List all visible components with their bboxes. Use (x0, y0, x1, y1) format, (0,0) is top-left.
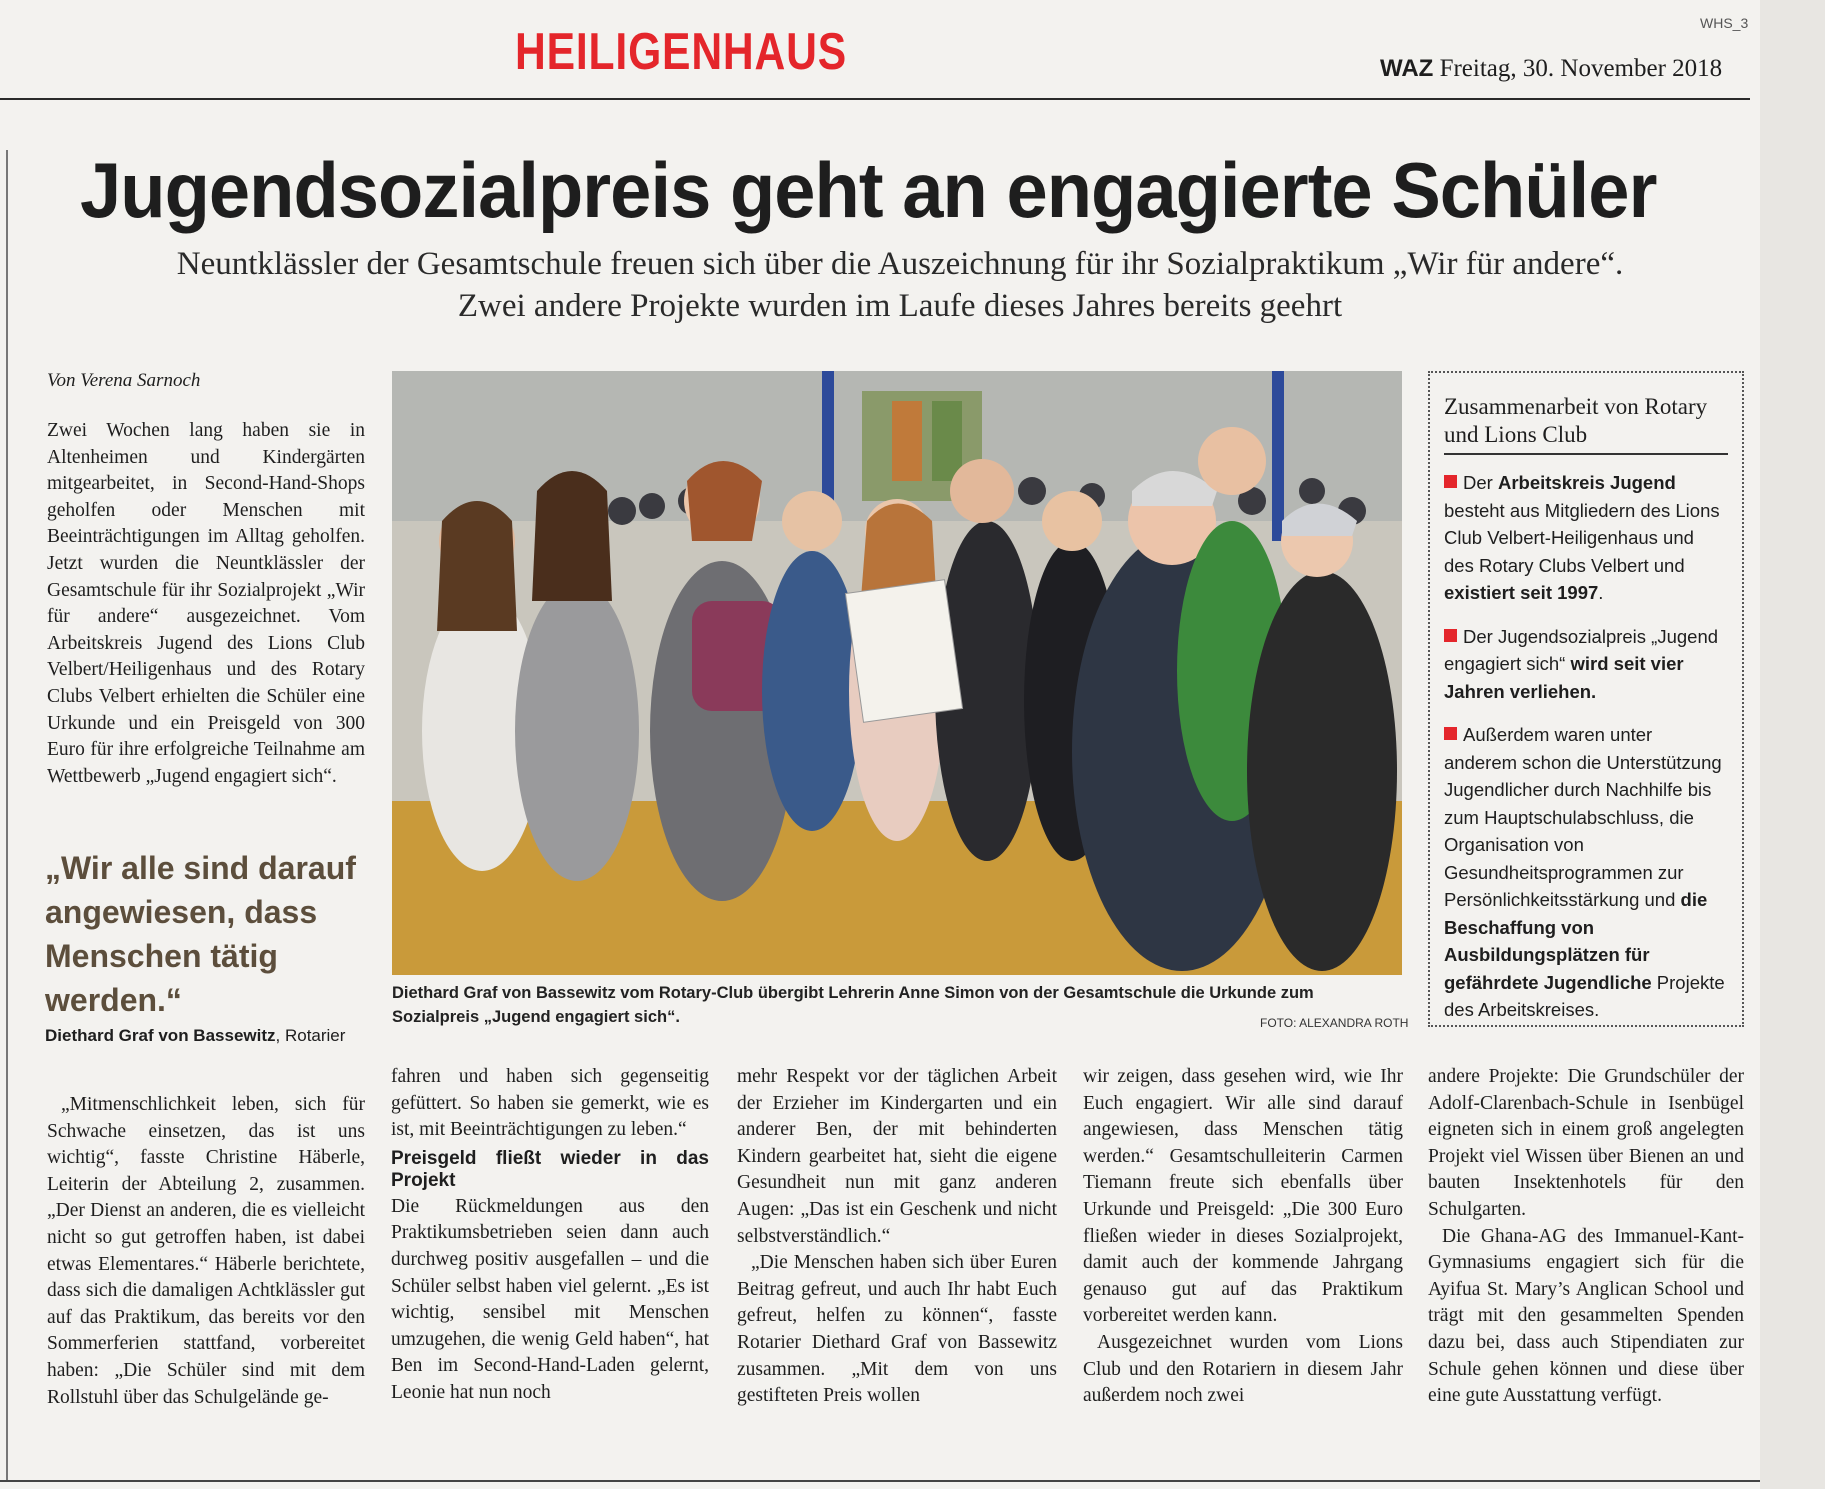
byline: Von Verena Sarnoch (47, 370, 201, 391)
column-2 (391, 1064, 709, 1407)
top-rule (0, 98, 1750, 100)
bullet-square-icon (1444, 727, 1457, 740)
column-4 (1083, 1064, 1403, 1410)
pull-quote: „Wir alle sind darauf angewiesen, dass Menschen tätig werden.“ (45, 850, 356, 1018)
bottom-rule (0, 1480, 1760, 1482)
info-text: Der Jugendsozialpreis „Jugend engagiert sich“ (1444, 625, 1719, 674)
left-rule (6, 150, 8, 1480)
info-item (1444, 623, 1728, 706)
photo-caption: Diethard Graf von Bassewitz vom Rotary-Club übergibt Lehrerin Anne Simon von der Gesamtschule die Urkunde zum Sozialpreis „Jugend engagiert sich“. (392, 984, 1314, 1026)
paragraph: fahren und haben sich gegenseitig gefüttert. So haben sie gemerkt, wie es ist, mit Beeinträchtigungen zu leben.“ (391, 1066, 709, 1141)
info-text-bold: die Beschaffung von Ausbildungsplätzen für gefährdete Jugendliche (1444, 889, 1708, 993)
info-text-bold: wird seit vier Jahren verliehen. (1444, 653, 1684, 702)
headline: Jugendsozialpreis geht an engagierte Schüler (80, 146, 1657, 234)
intro-paragraph: Zwei Wochen lang haben sie in Altenheimen und Kindergärten mitgearbeitet, in Second-Hand-Shops geholfen oder Menschen mit Beeinträchtigungen im Alltag geholfen. Jetzt wurden die Neuntklässler der Gesamtschule für ihr Sozialprojekt „Wir für andere“ ausgezeichnet. Vom Arbeitskreis Jugend des Lions Club Velbert/Heiligenhaus und des Rotary Clubs Velbert erhielten die Schüler eine Urkunde und ein Preisgeld von 300 Euro für ihre erfolgreiche Teilnahme am Wettbewerb „Jugend engagiert sich“. (47, 420, 365, 787)
info-text-bold: Arbeitskreis Jugend (1497, 472, 1676, 493)
paragraph: Ausgezeichnet wurden vom Lions Club und den Rotariern in diesem Jahr außerdem noch zwei (1083, 1331, 1403, 1407)
info-text-bold: existiert seit 1997 (1444, 582, 1599, 603)
pull-quote-author (45, 1026, 375, 1046)
photo-credit: FOTO: ALEXANDRA ROTH (1260, 1016, 1409, 1030)
info-text: Außerdem waren unter anderem schon die Unterstützung Jugendlicher durch Nachhilfe bis zum Hauptschulabschluss, die Organisation von Gesundheitsprogrammen zur Persönlichkeitsstärkung und (1444, 724, 1722, 910)
article-photo (392, 371, 1402, 975)
issue-date: Freitag, 30. November 2018 (1439, 55, 1723, 82)
info-item (1444, 721, 1728, 1024)
quote-author-role: , Rotarier (275, 1026, 346, 1045)
page-code: WHS_3 (1700, 15, 1749, 31)
paper-name: WAZ (1380, 55, 1434, 82)
column-1-body (47, 1092, 365, 1411)
photo-illustration (392, 371, 1402, 975)
section-title: HEILIGENHAUS (515, 23, 848, 81)
paragraph: Die Ghana-AG des Immanuel-Kant-Gymnasiums engagiert sich für die Ayifua St. Mary’s Anglican School und trägt mit den gesammelten Spenden dazu bei, dass auch Stipendiaten zur Schule gehen können und diese über eine gute Ausstattung verfügt. (1428, 1225, 1744, 1407)
masthead (1380, 55, 1722, 83)
info-box-title: Zusammenarbeit von Rotary und Lions Club (1444, 393, 1728, 455)
paragraph: „Die Menschen haben sich über Euren Beitrag gefreut, und auch Ihr habt Euch gefreut, helfen zu können“, fasste Rotarier Diethard Graf von Bassewitz zusammen. „Mit dem von uns gestifteten Preis wollen (737, 1252, 1057, 1407)
column-1-intro (47, 418, 365, 790)
column-5 (1428, 1064, 1744, 1410)
paragraph: mehr Respekt vor der täglichen Arbeit der Erzieher im Kindergarten und ein anderer Ben, der mit behinderten Kindern gearbeitet hat, sieht die eigene Gesundheit nun mit ganz anderen Augen: „Das ist ein Geschenk und nicht selbstverständlich.“ (737, 1066, 1057, 1247)
info-item (1444, 469, 1728, 607)
paragraph: Die Rückmeldungen aus den Praktikumsbetrieben seien dann auch durchweg positiv ausgefallen – und die Schüler selbst haben viel gelernt. „Es ist wichtig, sensibel mit Menschen umzugehen, die wenig Geld haben“, hat Ben im Second-Hand-Laden gelernt, Leonie hat nun noch (391, 1195, 709, 1403)
info-text: besteht aus Mitgliedern des Lions Club Velbert-Heiligenhaus und des Rotary Clubs Velbert und (1444, 499, 1720, 576)
subheading: Preisgeld fließt wieder in das Projekt (391, 1147, 709, 1191)
paragraph: „Mitmenschlichkeit leben, sich für Schwache einsetzen, das ist uns wichtig“, fasste Christine Häberle, Leiterin der Abteilung 2, zusammen. „Der Dienst an anderen, die es vielleicht nicht so gut getroffen haben, ist dabei etwas Elementares.“ Häberle berichtete, dass sich die damaligen Achtklässler gut auf das Praktikum, das bereits vor den Sommerferien stattfand, vorbereitet haben: „Die Schüler sind mit dem Rollstuhl über das Schulgelände ge- (47, 1094, 365, 1408)
info-text: Der (1463, 472, 1498, 493)
paragraph: wir zeigen, dass gesehen wird, wie Ihr Euch engagiert. Wir alle sind darauf angewiesen, dass Menschen tätig werden.“ Gesamtschulleiterin Carmen Tiemann freute sich ebenfalls über Urkunde und Preisgeld: „Die 300 Euro fließen wieder in dieses Sozialprojekt, damit auch der kommende Jahrgang genauso gut auf das Praktikum vorbereitet werden kann. (1083, 1066, 1403, 1327)
info-text: Projekte des Arbeitskreises. (1444, 971, 1725, 1020)
quote-author-name: Diethard Graf von Bassewitz (45, 1026, 276, 1045)
bullet-square-icon (1444, 629, 1457, 642)
paragraph: andere Projekte: Die Grundschüler der Adolf-Clarenbach-Schule in Isenbügel eigneten sich in einem groß angelegten Projekt viel Wissen über Bienen an und bauten Insektenhotels für den Schulgarten. (1428, 1066, 1744, 1220)
info-text: . (1598, 582, 1604, 603)
column-3 (737, 1064, 1057, 1410)
adjacent-page-edge (1760, 0, 1825, 1489)
bullet-square-icon (1444, 475, 1457, 488)
info-box (1428, 371, 1744, 1027)
subheadline: Neuntklässler der Gesamtschule freuen sich über die Auszeichnung für ihr Sozialpraktikum „Wir für andere“. Zwei andere Projekte wurden im Laufe dieses Jahres bereits geehrt (176, 246, 1624, 324)
